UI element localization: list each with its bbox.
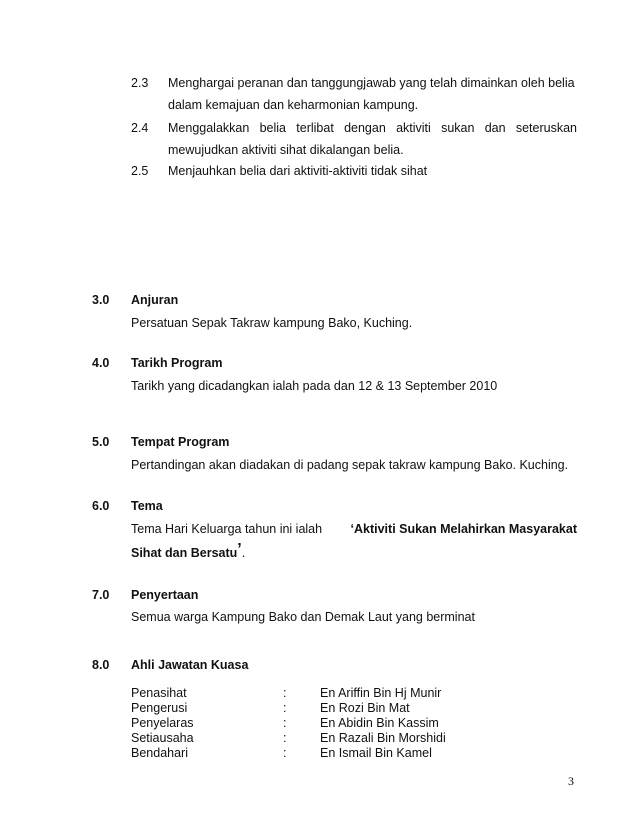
- committee-role: Bendahari: [131, 746, 188, 760]
- committee-separator: :: [283, 746, 287, 760]
- committee-role: Penyelaras: [131, 716, 194, 730]
- objective-number: 2.5: [131, 164, 149, 178]
- committee-separator: :: [283, 686, 287, 700]
- section-text: Tarikh yang dicadangkan ialah pada dan 12 & 13 September 2010: [131, 379, 498, 393]
- committee-name: En Ismail Bin Kamel: [320, 746, 432, 760]
- objective-number: 2.3: [131, 76, 149, 90]
- section-number: 7.0: [92, 588, 110, 602]
- theme-line: [131, 522, 577, 536]
- section-number: 3.0: [92, 293, 110, 307]
- section-number: 8.0: [92, 658, 110, 672]
- committee-role: Pengerusi: [131, 701, 188, 715]
- section-title: Tema: [131, 499, 163, 513]
- section-number: 4.0: [92, 356, 110, 370]
- objective-text: Menjauhkan belia dari aktiviti-aktiviti tidak sihat: [168, 164, 428, 178]
- objective-number: 2.4: [131, 121, 149, 135]
- objective-text: Menghargai peranan dan tanggungjawab yang telah dimainkan oleh belia: [168, 76, 575, 90]
- committee-name: En Razali Bin Morshidi: [320, 731, 446, 745]
- committee-name: En Rozi Bin Mat: [320, 701, 410, 715]
- section-title: Penyertaan: [131, 588, 199, 602]
- objective-text: dalam kemajuan dan keharmonian kampung.: [168, 98, 419, 112]
- page-number: 3: [568, 774, 574, 788]
- section-text: Semua warga Kampung Bako dan Demak Laut yang berminat: [131, 610, 475, 624]
- objective-text: mewujudkan aktiviti sihat dikalangan belia.: [168, 143, 404, 157]
- section-title: Tempat Program: [131, 435, 230, 449]
- theme-title: Sihat dan Bersatu: [131, 546, 238, 560]
- theme-title: ‘Aktiviti Sukan Melahirkan Masyarakat: [350, 522, 577, 536]
- section-title: Ahli Jawatan Kuasa: [131, 658, 249, 672]
- committee-role: Penasihat: [131, 686, 187, 700]
- objective-text: Menggalakkan belia terlibat dengan aktiviti sukan dan seteruskan: [168, 121, 577, 135]
- section-text: Persatuan Sepak Takraw kampung Bako, Kuching.: [131, 316, 413, 330]
- committee-name: En Ariffin Bin Hj Munir: [320, 686, 442, 700]
- section-title: Tarikh Program: [131, 356, 223, 370]
- committee-name: En Abidin Bin Kassim: [320, 716, 439, 730]
- section-title: Anjuran: [131, 293, 179, 307]
- theme-end: .: [241, 546, 246, 560]
- committee-separator: :: [283, 716, 287, 730]
- theme-line: [131, 541, 246, 562]
- committee-separator: :: [283, 731, 287, 745]
- committee-separator: :: [283, 701, 287, 715]
- section-text: Pertandingan akan diadakan di padang sepak takraw kampung Bako. Kuching.: [131, 458, 569, 472]
- committee-role: Setiausaha: [131, 731, 194, 745]
- theme-close-quote: ’: [237, 541, 242, 558]
- section-number: 6.0: [92, 499, 110, 513]
- theme-intro: Tema Hari Keluarga tahun ini ialah: [131, 522, 323, 536]
- section-number: 5.0: [92, 435, 110, 449]
